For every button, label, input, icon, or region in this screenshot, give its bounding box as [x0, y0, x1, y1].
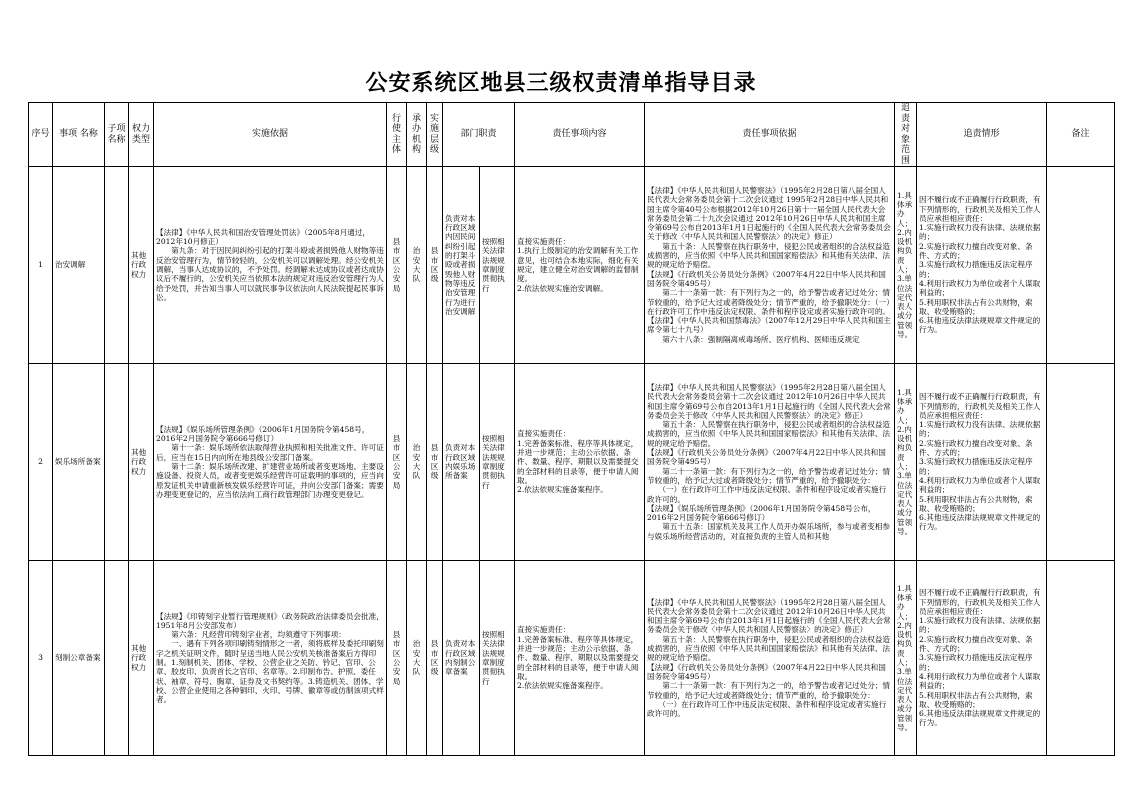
row-subject: 县市区公安局	[387, 561, 407, 756]
row-content: 按照相关法律法规规章制度贯彻执行	[480, 167, 515, 364]
header-level: 实施层级	[427, 103, 443, 167]
row-content: 按照相关法律法规规章制度贯彻执行	[480, 561, 515, 756]
row-type: 其他行政权力	[129, 167, 154, 364]
row-case: 因不履行或不正确履行行政职责，有下列情形的，行政机关及相关工作人员应承担相应责任： 1.实施行政权力没有法律、法规依据的； 2.实施行政权力擅自改变对象、条件、方式的； 3.实施行政权力措施违反法定程序的； 4.利用行政权力为单位或者个人谋取利益的； 5.利用职权非法占有公共财物，索取、收受贿赂的； 6.其他违反法律法规规章文件规定的行为。	[917, 364, 1047, 561]
header-note: 备注	[1047, 103, 1115, 167]
header-name: 事项 名称	[53, 103, 105, 167]
header-resp: 责任事项内容	[515, 103, 645, 167]
table-row	[29, 561, 1115, 756]
row-target: 1.具体承办人；2.内设机构负责人；3.单位法定代表人或分管领导。	[895, 561, 917, 756]
table-header-row	[29, 103, 1115, 167]
row-duty: 负责对本行政区域内刻制公章备案	[443, 561, 480, 756]
row-org: 治安大队	[407, 561, 427, 756]
row-case: 因不履行或不正确履行行政职责，有下列情形的，行政机关及相关工作人员应承担相应责任： 1.实施行政权力没有法律、法规依据的； 2.实施行政权力擅自改变对象、条件、方式的； 3.实施行政权力措施违反法定程序的； 4.利用行政权力为单位或者个人谋取利益的； 5.利用职权非法占有公共财物，索取、收受贿赂的； 6.其他违反法律法规规章文件规定的行为。	[917, 167, 1047, 364]
row-duty: 负责对本行政区域内娱乐场所备案	[443, 364, 480, 561]
row-no: 2	[29, 364, 53, 561]
row-resp: 直接实施责任： 1.完善备案标准、程序等具体规定，并进一步规范；主动公示依据、条件、数量、程序、期限以及需要提交的全部材料的目录等，便于申请人阅取。 2.依法依规实施备案程序。	[515, 561, 645, 756]
responsibility-table	[28, 102, 1115, 756]
row-resp-basis: 【法律】《中华人民共和国人民警察法》（1995年2月28日第八届全国人民代表大会常务委员会第十二次会议通过 2012年10月26日中华人民共和国主席令第69号公布自2013年1月1日起施行的《全国人民代表大会常务委员会关于修改〈中华人民共和国人民警察法〉的决定》修正） 第五十条：人民警察在执行职务中，侵犯公民或者组织的合法权益造成损害的，应当依照《中华人民共和国国家赔偿法》和其他有关法律、法规的规定给予赔偿。 【法规】《行政机关公务员处分条例》（2007年4月22日中华人民共和国国务院令第495号） 第二十一条第一款：有下列行为之一的，给予警告或者记过处分；情节较重的，给予记大过或者降级处分；情节严重的，给予撤职处分： （一）在行政许可工作中违反法定权限、条件和程序设定或者实施行政许可的。 【法规】《娱乐场所管理条例》（2006年1月国务院令第458号公布，2016年2月国务院令第666号修订） 第五十五条：国家机关及其工作人员开办娱乐场所，参与或者变相参与娱乐场所经营活动的，对直接负责的主管人员和其他	[647, 382, 891, 541]
header-duty: 部门职责	[443, 103, 515, 167]
header-type: 权力类型	[129, 103, 154, 167]
row-no: 3	[29, 561, 53, 756]
row-name: 刻制公章备案	[53, 561, 105, 756]
row-type: 其他行政权力	[129, 364, 154, 561]
row-content: 按照相关法律法规规章制度贯彻执行	[480, 364, 515, 561]
row-sub	[105, 364, 129, 561]
row-no: 1	[29, 167, 53, 364]
row-case: 因不履行或不正确履行行政职责，有下列情形的，行政机关及相关工作人员应承担相应责任： 1.实施行政权力没有法律、法规依据的； 2.实施行政权力擅自改变对象、条件、方式的； 3.实施行政权力措施违反法定程序的； 4.利用行政权力为单位或者个人谋取利益的； 5.利用职权非法占有公共财物，索取、收受贿赂的； 6.其他违反法律法规规章文件规定的行为。	[917, 561, 1047, 756]
header-org: 承办机构	[407, 103, 427, 167]
header-sub: 子项名称	[105, 103, 129, 167]
table-row	[29, 364, 1115, 561]
header-subject: 行使主体	[387, 103, 407, 167]
row-note	[1047, 561, 1115, 756]
row-name: 娱乐场所备案	[53, 364, 105, 561]
row-note	[1047, 364, 1115, 561]
row-resp-basis-cell	[645, 167, 895, 364]
row-resp: 直接实施责任： 1.执行上级制定的治安调解有关工作意见，也可结合本地实际，细化有关规定，建立健全对治安调解的监督制度。 2.依法依规实施治安调解。	[515, 167, 645, 364]
row-resp-basis: 【法律】《中华人民共和国人民警察法》（1995年2月28日第八届全国人民代表大会常务委员会第十二次会议通过 2012年10月26日中华人民共和国主席令第69号公布自2013年1月1日起施行的《全国人民代表大会常务委员会关于修改〈中华人民共和国人民警察法〉的决定》修正） 第五十条：人民警察在执行职务中，侵犯公民或者组织的合法权益造成损害的，应当依照《中华人民共和国国家赔偿法》和其他有关法律、法规的规定给予赔偿。 【法规】《行政机关公务员处分条例》（2007年4月22日中华人民共和国国务院令第495号） 第二十一条第一款：有下列行为之一的，给予警告或者记过处分；情节较重的，给予记大过或者降级处分；情节严重的，给予撤职处分： （一）在行政许可工作中违反法定权限、条件和程序设定或者实施行政许可的。	[647, 597, 891, 719]
row-resp-basis: 【法律】《中华人民共和国人民警察法》（1995年2月28日第八届全国人民代表大会常务委员会第十二次会议通过 1995年2月28日中华人民共和国主席令第40号公布根据2012年10月26日第十一届全国人民代表大会常务委员会第二十九次会议通过 2012年10月26日中华人民共和国主席令第69号公布自2013年1月1日起施行的《全国人民代表大会常务委员会关于修改〈中华人民共和国人民警察法〉的决定》修正） 第五十条：人民警察在执行职务中，侵犯公民或者组织的合法权益造成损害的，应当依照《中华人民共和国国家赔偿法》和其他有关法律、法规的规定给予赔偿。 【法规】《行政机关公务员处分条例》（2007年4月22日中华人民共和国国务院令第495号） 第二十一条第一款：有下列行为之一的，给予警告或者记过处分；情节较重的，给予记大过或者降级处分；情节严重的，给予撤职处分：（一）在行政许可工作中违反法定权限、条件和程序设定或者实施行政许可的。 【法律】《中华人民共和国禁毒法》（2007年12月29日中华人民共和国主席令第七十九号） 第六十八条：强制隔离戒毒场所、医疗机构、医师违反规定	[647, 185, 891, 344]
row-resp-basis-cell	[645, 561, 895, 756]
row-duty: 负责对本行政区域内因民间纠纷引起的打架斗殴或者损毁他人财物等违反治安管理行为进行治安调解	[443, 167, 480, 364]
row-target: 1.具体承办人；2.内设机构负责人；3.单位法定代表人或分管领导。	[895, 364, 917, 561]
row-resp-basis-cell	[645, 364, 895, 561]
row-target: 1.具体承办人；2.内设机构负责人；3.单位法定代表人或分管领导。	[895, 167, 917, 364]
row-basis: 【法规】《印铸刻字业暂行管理规则》（政务院政治法律委员会批准，1951年8月公安部发布） 第六条：凡经营印铸刻字业者，均须遵守下列事项： 一、遇有下列各项印刷铸刻情形之一者，须将底样及委托印刷刻字之机关证明文件，随时呈送当地人民公安机关核准备案后方得印制。1.刻制机关、团体、学校、公营企业之关防、钤记、官印、公章、胶皮印、负责首长之官印、名章等。2.印制布告、护照、委任状、袖章、符号、胸章、证券及文书契约等。3.铸造机关、团体、学校、公营企业使用之各种铜印、火印、号牌、徽章等或仿制该项式样者。	[154, 561, 387, 756]
row-org: 治安大队	[407, 167, 427, 364]
row-subject: 县市区公安局	[387, 167, 407, 364]
header-target: 追责对象范围	[895, 103, 917, 167]
row-type: 其他行政权力	[129, 561, 154, 756]
header-resp-basis: 责任事项依据	[645, 103, 895, 167]
row-basis: 【法律】《中华人民共和国治安管理处罚法》（2005年8月通过，2012年10月修正） 第九条：对于因民间纠纷引起的打架斗殴或者损毁他人财物等违反治安管理行为，情节较轻的，公安机关可以调解处理。经公安机关调解，当事人达成协议的，不予处罚。经调解未达成协议或者达成协议后不履行的，公安机关应当依照本法的规定对违反治安管理行为人给予处罚，并告知当事人可以就民事争议依法向人民法院提起民事诉讼。	[154, 167, 387, 364]
header-no: 序号	[29, 103, 53, 167]
row-note	[1047, 167, 1115, 364]
row-resp: 直接实施责任： 1.完善备案标准、程序等具体规定，并进一步规范；主动公示依据、条件、数量、程序、期限以及需要提交的全部材料的目录等，便于申请人阅取。 2.依法依规实施备案程序。	[515, 364, 645, 561]
row-sub	[105, 167, 129, 364]
row-sub	[105, 561, 129, 756]
row-level: 县市区级	[427, 167, 443, 364]
table-row	[29, 167, 1115, 364]
row-basis: 【法规】《娱乐场所管理条例》（2006年1月国务院令第458号，2016年2月国务院令第666号修订） 第十一条：娱乐场所依法取得营业执照和相关批准文件、许可证后，应当在15日内向所在地县级公安部门备案。 第十二条：娱乐场所改建、扩建营业场所或者变更场地、主要设施设备、投资人员，或者变更娱乐经营许可证载明的事项的，应当向原发证机关申请重新核发娱乐经营许可证，并向公安部门备案；需要办理变更登记的，应当依法向工商行政管理部门办理变更登记。	[154, 364, 387, 561]
row-level: 县市区级	[427, 364, 443, 561]
page-title: 公安系统区地县三级权责清单指导目录	[365, 70, 757, 96]
row-subject: 县市区公安局	[387, 364, 407, 561]
row-level: 县市区级	[427, 561, 443, 756]
header-basis: 实施依据	[154, 103, 387, 167]
header-case: 追责情形	[917, 103, 1047, 167]
row-org: 治安大队	[407, 364, 427, 561]
row-name: 治安调解	[53, 167, 105, 364]
